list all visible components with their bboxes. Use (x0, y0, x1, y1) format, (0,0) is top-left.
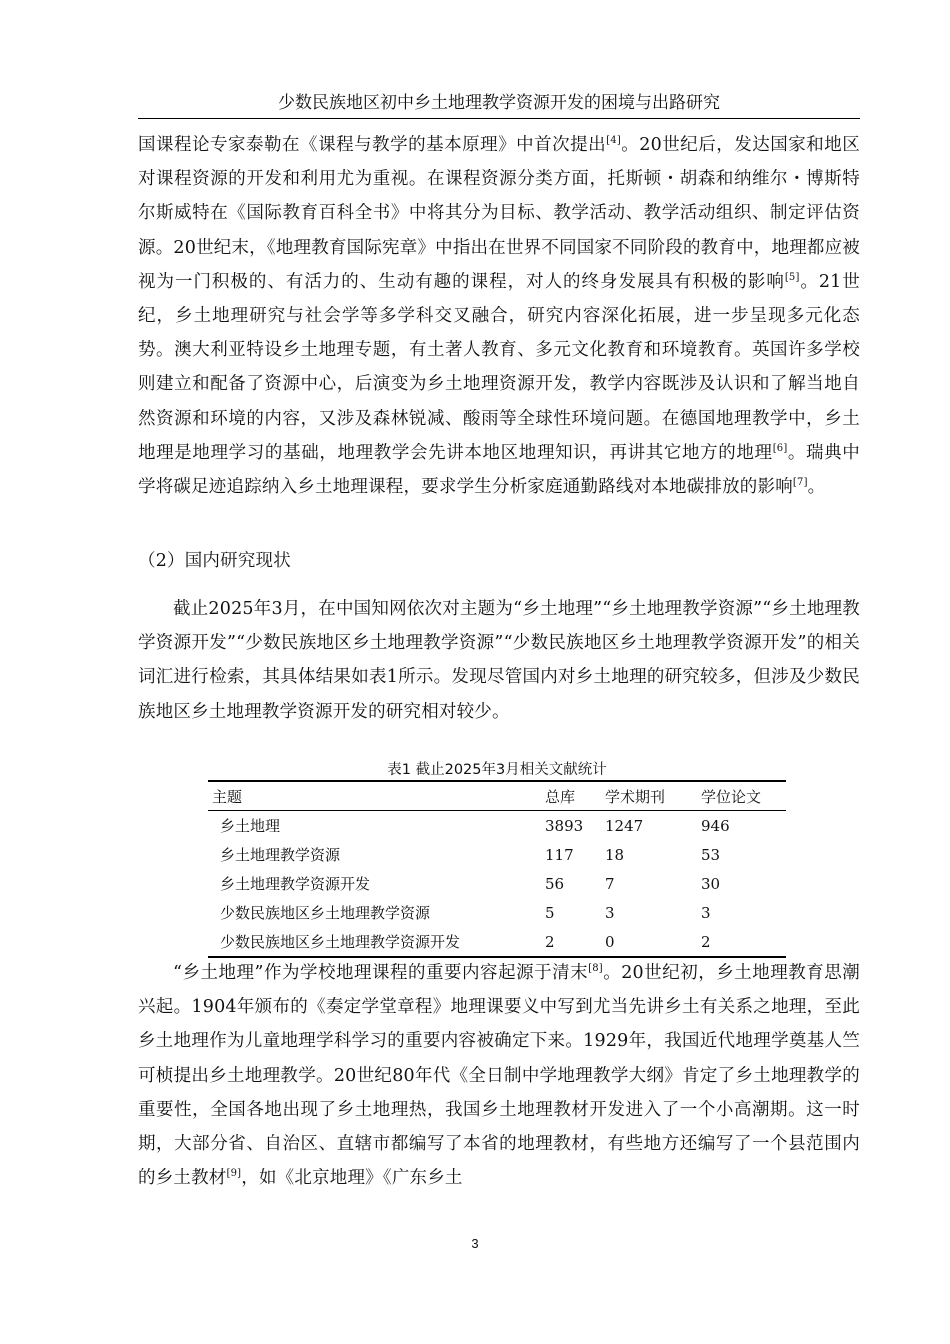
p1-text-a: 国课程论专家泰勒在《课程与教学的基本原理》中首次提出 (138, 135, 607, 155)
paragraph-history (138, 956, 860, 1195)
citation-6: [6] (772, 442, 788, 454)
citation-5: [5] (784, 271, 800, 283)
p1-text-d: 。瑞典中学将碳足迹追踪纳入乡土地理课程，要求学生分析家庭通勤路线对本地碳排放的影响 (138, 442, 860, 498)
table-row (208, 927, 786, 957)
table-header-row (208, 781, 786, 811)
cell-theses: 946 (701, 816, 730, 835)
cell-journals: 1247 (605, 816, 644, 835)
paragraph-domestic-research (138, 592, 860, 729)
citation-9: [9] (226, 1168, 242, 1180)
table-row (208, 840, 786, 869)
citation-4: [4] (606, 135, 621, 146)
cell-total: 2 (545, 927, 605, 957)
p2-text: 截止2025年3月，在中国知网依次对主题为“乡土地理”“乡土地理教学资源”“乡土地理教学资源开发”“少数民族地区乡土地理教学资源”“少数民族地区乡土地理教学资源开发”的相关词汇进行检索，其具体结果如表1所示。发现尽管国内对乡土地理的研究较多，但涉及少数民族地区乡土地理教学资源开发的研究相对较少。 (138, 599, 860, 722)
p1-text-c: 。21世纪，乡土地理研究与社会学等多学科交叉融合，研究内容深化拓展，进一步呈现多元化态势。澳大利亚特设乡土地理专题，有土著人教育、多元文化教育和环境教育。英国许多学校则建立和配备了资源中心，后演变为乡土地理资源开发，教学内容既涉及认识和了解当地自然资源和环境的内容，又涉及森林锐减、酸雨等全球性环境问题。在德国地理教学中，乡土地理是地理学习的基础，地理教学会先讲本地区地理知识，再讲其它地方的地理 (138, 271, 860, 463)
cell-theses: 53 (701, 845, 721, 864)
header-theses: 学位论文 (701, 781, 786, 811)
section-heading (138, 544, 860, 578)
page-number: 3 (471, 1236, 479, 1251)
cell-journals: 3 (605, 903, 615, 922)
paragraph-foreign-research (138, 128, 860, 504)
p1-text-e: 。 (807, 477, 826, 498)
citation-8: [8] (588, 963, 603, 974)
cell-topic: 乡土地理教学资源开发 (220, 875, 371, 893)
literature-statistics-table (208, 780, 786, 958)
cell-theses: 2 (701, 927, 786, 957)
cell-total: 117 (545, 845, 574, 864)
p3-text-a: “乡土地理”作为学校地理课程的重要内容起源于清末 (173, 963, 589, 983)
header-journals: 学术期刊 (605, 781, 701, 811)
cell-theses: 3 (701, 903, 711, 922)
cell-topic: 乡土地理 (220, 817, 281, 835)
table-row (208, 811, 786, 841)
cell-theses: 30 (701, 874, 721, 893)
table-caption: 表1 截止2025年3月相关文献统计 (387, 762, 607, 778)
header-total: 总库 (545, 781, 605, 811)
table-row (208, 898, 786, 927)
header-topic: 主题 (208, 781, 545, 811)
cell-total: 56 (545, 874, 565, 893)
cell-journals: 7 (605, 874, 615, 893)
p1-text-b: 。20世纪后，发达国家和地区对课程资源的开发和利用尤为重视。在课程资源分类方面，托斯顿・胡森和纳维尔・博斯特尔斯威特在《国际教育百科全书》中将其分为目标、教学活动、教学活动组织、制定评估资源。20世纪末，《地理教育国际宪章》中指出在世界不同国家不同阶段的教育中，地理都应被视为一门积极的、有活力的、生动有趣的课程，对人的终身发展具有积极的影响 (138, 135, 860, 292)
running-header: 少数民族地区初中乡土地理教学资源开发的困境与出路研究 (138, 92, 860, 119)
cell-topic: 少数民族地区乡土地理教学资源 (220, 904, 431, 922)
section-heading-text: （2）国内研究现状 (138, 551, 291, 571)
table-row (208, 869, 786, 898)
cell-journals: 18 (605, 845, 625, 864)
cell-journals: 0 (605, 927, 701, 957)
cell-topic: 少数民族地区乡土地理教学资源开发 (208, 927, 545, 957)
p3-text-c: ，如《北京地理》《广东乡土 (241, 1168, 463, 1189)
cell-total: 5 (545, 903, 555, 922)
p3-text-b: 。20世纪初，乡土地理教育思潮兴起。1904年颁布的《奏定学堂章程》地理课要义中写到尤当先讲乡土有关系之地理，至此乡土地理作为儿童地理学科学习的重要内容被确定下来。1929年，我国近代地理学奠基人竺可桢提出乡土地理教学。20世纪80年代《全日制中学地理教学大纲》肯定了乡土地理教学的重要性，全国各地出现了乡土地理热，我国乡土地理教材开发进入了一个小高潮期。这一时期，大部分省、自治区、直辖市都编写了本省的地理教材，有些地方还编写了一个县范围内的乡土教材 (138, 963, 860, 1189)
cell-total: 3893 (545, 816, 584, 835)
citation-7: [7] (792, 477, 808, 489)
cell-topic: 乡土地理教学资源 (220, 846, 341, 864)
